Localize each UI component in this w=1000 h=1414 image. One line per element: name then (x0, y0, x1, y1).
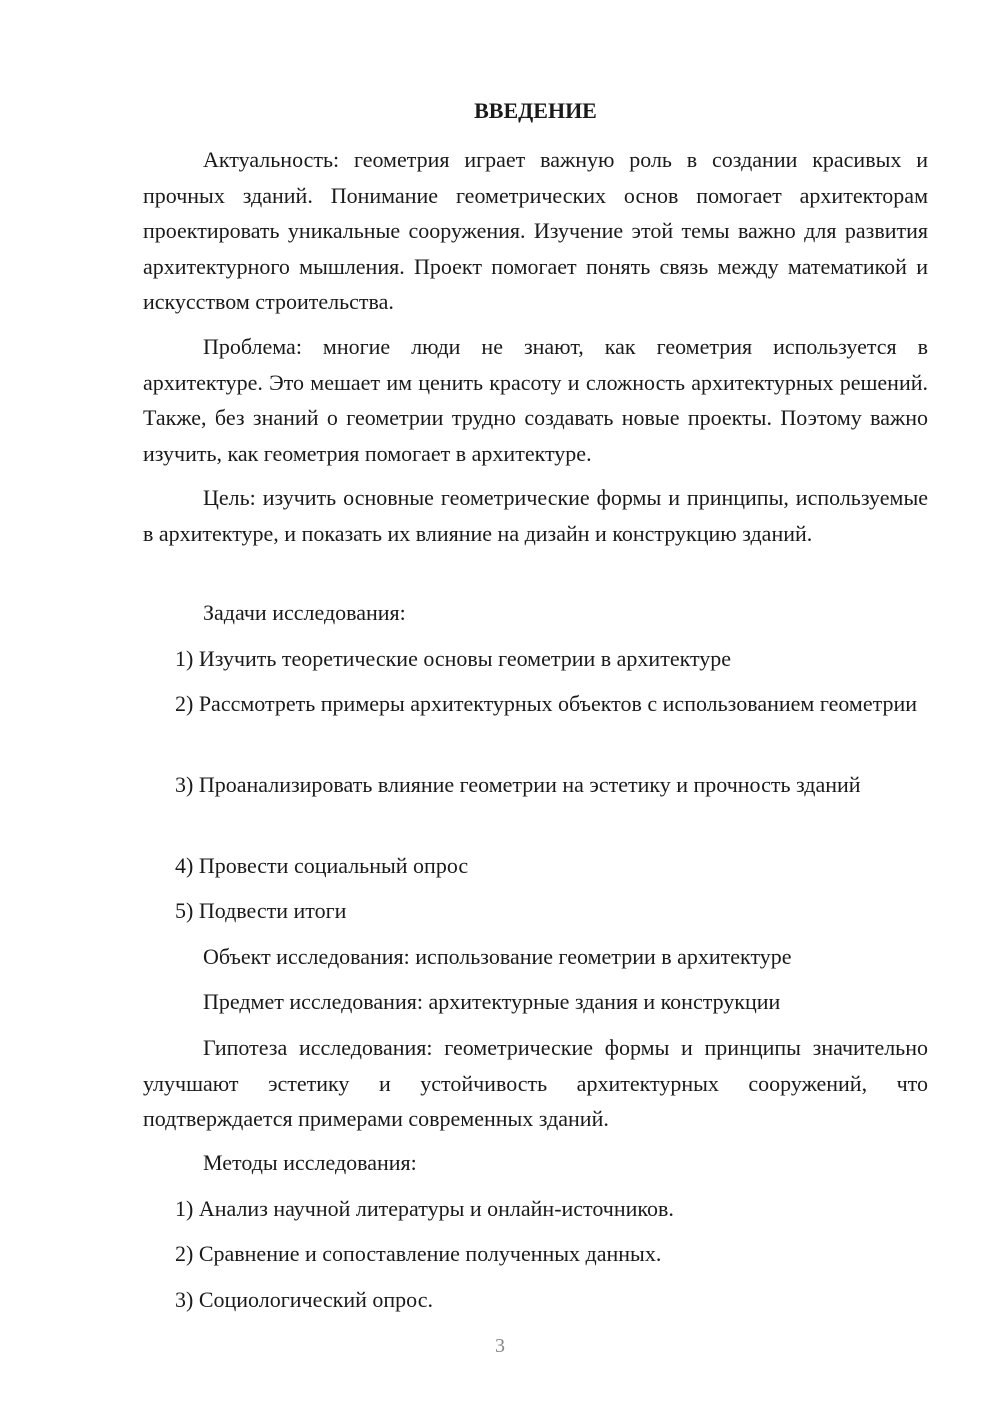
task-item-4: 4) Провести социальный опрос (175, 853, 469, 878)
task-item-3: 3) Проанализировать влияние геометрии на эстетику и прочность зданий (175, 772, 861, 797)
page-number: 3 (495, 1335, 505, 1357)
method-item-1: 1) Анализ научной литературы и онлайн-источников. (175, 1196, 674, 1221)
goal-paragraph: Цель: изучить основные геометрические формы и принципы, используемые в архитектуре, и показать их влияние на дизайн и конструкцию зданий. (143, 485, 928, 546)
methods-heading: Методы исследования: (203, 1150, 417, 1175)
problem-paragraph: Проблема: многие люди не знают, как геометрия используется в архитектуре. Это мешает им ценить красоту и сложность архитектурных решений. Также, без знаний о геометрии трудно создавать новые проекты. Поэтому важно изучить, как геометрия помогает в архитектуре. (143, 334, 928, 466)
hypothesis-paragraph: Гипотеза исследования: геометрические формы и принципы значительно улучшают эстетику и устойчивость архитектурных сооружений, что подтверждается примерами современных зданий. (143, 1035, 928, 1131)
task-item-2: 2) Рассмотреть примеры архитектурных объектов с использованием геометрии (175, 691, 918, 716)
task-item-1: 1) Изучить теоретические основы геометрии в архитектуре (175, 646, 732, 671)
object-paragraph: Объект исследования: использование геометрии в архитектуре (203, 944, 792, 969)
page-title: ВВЕДЕНИЕ (474, 98, 597, 123)
method-item-3: 3) Социологический опрос. (175, 1287, 433, 1312)
relevance-paragraph: Актуальность: геометрия играет важную роль в создании красивых и прочных зданий. Понимание геометрических основ помогает архитекторам проектировать уникальные сооружения. Изучение этой темы важно для развития архитектурного мышления. Проект помогает понять связь между математикой и искусством строительства. (143, 147, 928, 314)
method-item-2: 2) Сравнение и сопоставление полученных данных. (175, 1241, 662, 1266)
subject-paragraph: Предмет исследования: архитектурные здания и конструкции (203, 989, 781, 1014)
task-item-5: 5) Подвести итоги (175, 898, 347, 923)
tasks-heading: Задачи исследования: (203, 600, 406, 625)
